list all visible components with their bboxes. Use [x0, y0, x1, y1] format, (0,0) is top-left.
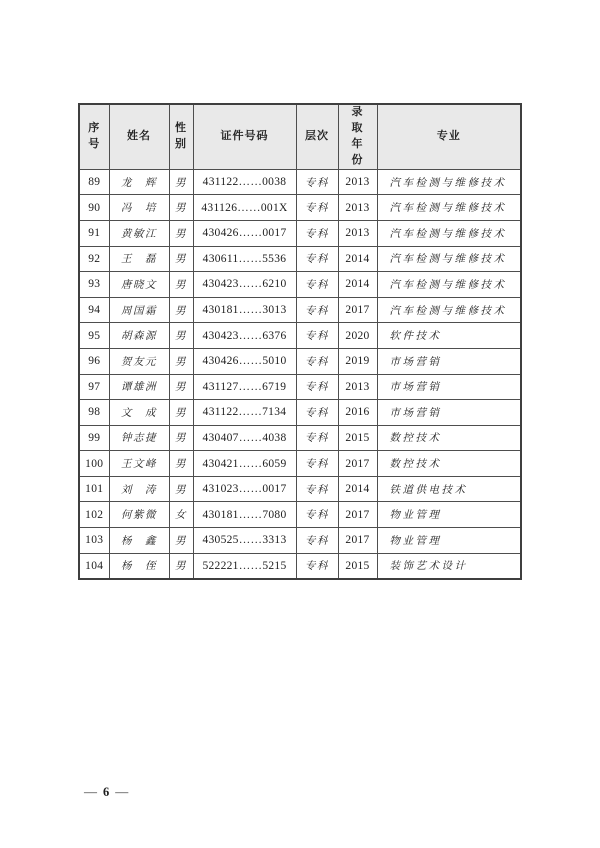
cell-year: 2017 [338, 451, 377, 477]
cell-year: 2017 [338, 297, 377, 323]
cell-name: 唐晓文 [109, 272, 169, 298]
cell-level: 专科 [296, 272, 338, 298]
cell-level: 专科 [296, 451, 338, 477]
table-row [79, 528, 521, 554]
cell-year: 2013 [338, 169, 377, 195]
cell-major: 汽车检测与维修技术 [377, 169, 521, 195]
cell-year: 2017 [338, 528, 377, 554]
cell-id: 431127……6719 [193, 374, 296, 400]
column-header-id: 证件号码 [193, 104, 296, 169]
cell-no: 94 [79, 297, 109, 323]
cell-year: 2014 [338, 246, 377, 272]
cell-gender: 男 [169, 297, 193, 323]
column-header-name: 姓名 [109, 104, 169, 169]
cell-year: 2017 [338, 502, 377, 528]
cell-gender: 男 [169, 374, 193, 400]
cell-gender: 男 [169, 400, 193, 426]
table-row [79, 400, 521, 426]
cell-id: 431122……7134 [193, 400, 296, 426]
cell-gender: 男 [169, 553, 193, 579]
cell-level: 专科 [296, 195, 338, 221]
table-row [79, 348, 521, 374]
cell-level: 专科 [296, 400, 338, 426]
cell-name: 黄敏江 [109, 220, 169, 246]
cell-id: 430423……6376 [193, 323, 296, 349]
cell-level: 专科 [296, 528, 338, 554]
cell-gender: 男 [169, 323, 193, 349]
cell-level: 专科 [296, 476, 338, 502]
column-header-year: 录取年份 [338, 104, 377, 169]
cell-gender: 男 [169, 425, 193, 451]
table-row [79, 425, 521, 451]
cell-year: 2013 [338, 220, 377, 246]
cell-year: 2014 [338, 272, 377, 298]
column-header-level: 层次 [296, 104, 338, 169]
cell-id: 430407……4038 [193, 425, 296, 451]
cell-major: 物业管理 [377, 502, 521, 528]
cell-name: 龙 辉 [109, 169, 169, 195]
table-row [79, 246, 521, 272]
cell-gender: 男 [169, 348, 193, 374]
cell-major: 市场营销 [377, 400, 521, 426]
page-footer [84, 784, 128, 800]
cell-major: 装饰艺术设计 [377, 553, 521, 579]
cell-gender: 男 [169, 195, 193, 221]
cell-gender: 男 [169, 476, 193, 502]
cell-gender: 男 [169, 220, 193, 246]
footer-left-dash: — [84, 784, 97, 799]
table-row [79, 553, 521, 579]
cell-major: 汽车检测与维修技术 [377, 272, 521, 298]
column-header-no: 序号 [79, 104, 109, 169]
cell-major: 汽车检测与维修技术 [377, 297, 521, 323]
cell-year: 2015 [338, 553, 377, 579]
cell-major: 数控技术 [377, 451, 521, 477]
cell-level: 专科 [296, 297, 338, 323]
cell-no: 100 [79, 451, 109, 477]
cell-major: 汽车检测与维修技术 [377, 246, 521, 272]
cell-level: 专科 [296, 323, 338, 349]
cell-name: 文 成 [109, 400, 169, 426]
cell-major: 数控技术 [377, 425, 521, 451]
cell-name: 杨 鑫 [109, 528, 169, 554]
cell-no: 90 [79, 195, 109, 221]
cell-gender: 男 [169, 272, 193, 298]
cell-no: 103 [79, 528, 109, 554]
cell-year: 2019 [338, 348, 377, 374]
table-row [79, 502, 521, 528]
table-row [79, 323, 521, 349]
cell-no: 101 [79, 476, 109, 502]
cell-major: 汽车检测与维修技术 [377, 195, 521, 221]
cell-level: 专科 [296, 374, 338, 400]
cell-level: 专科 [296, 502, 338, 528]
table-row [79, 374, 521, 400]
cell-gender: 男 [169, 528, 193, 554]
cell-id: 431126……001X [193, 195, 296, 221]
cell-name: 王文峰 [109, 451, 169, 477]
cell-gender: 女 [169, 502, 193, 528]
cell-no: 93 [79, 272, 109, 298]
table-row [79, 297, 521, 323]
page-number: 6 [103, 784, 110, 799]
cell-id: 431122……0038 [193, 169, 296, 195]
cell-year: 2015 [338, 425, 377, 451]
table-row [79, 195, 521, 221]
admissions-roster-table [78, 103, 522, 580]
cell-gender: 男 [169, 246, 193, 272]
cell-id: 430423……6210 [193, 272, 296, 298]
cell-id: 431023……0017 [193, 476, 296, 502]
cell-level: 专科 [296, 425, 338, 451]
cell-no: 98 [79, 400, 109, 426]
cell-name: 谭雄洲 [109, 374, 169, 400]
cell-id: 430525……3313 [193, 528, 296, 554]
cell-name: 王 磊 [109, 246, 169, 272]
cell-name: 刘 涛 [109, 476, 169, 502]
cell-id: 430181……7080 [193, 502, 296, 528]
table-header [79, 104, 521, 169]
footer-right-dash: — [115, 784, 129, 799]
cell-major: 铁道供电技术 [377, 476, 521, 502]
table-row [79, 220, 521, 246]
table-row [79, 476, 521, 502]
cell-id: 430181……3013 [193, 297, 296, 323]
cell-major: 软件技术 [377, 323, 521, 349]
cell-name: 周国霜 [109, 297, 169, 323]
cell-id: 430611……5536 [193, 246, 296, 272]
cell-no: 104 [79, 553, 109, 579]
cell-level: 专科 [296, 348, 338, 374]
cell-year: 2016 [338, 400, 377, 426]
cell-no: 96 [79, 348, 109, 374]
table-row [79, 272, 521, 298]
cell-name: 何紫微 [109, 502, 169, 528]
cell-level: 专科 [296, 246, 338, 272]
cell-no: 91 [79, 220, 109, 246]
cell-year: 2014 [338, 476, 377, 502]
cell-name: 贺友元 [109, 348, 169, 374]
cell-name: 冯 培 [109, 195, 169, 221]
cell-year: 2020 [338, 323, 377, 349]
cell-level: 专科 [296, 169, 338, 195]
table-row [79, 451, 521, 477]
cell-no: 95 [79, 323, 109, 349]
cell-level: 专科 [296, 220, 338, 246]
table-header-row [79, 104, 521, 169]
cell-major: 物业管理 [377, 528, 521, 554]
cell-gender: 男 [169, 169, 193, 195]
cell-id: 430426……0017 [193, 220, 296, 246]
cell-no: 102 [79, 502, 109, 528]
cell-id: 430426……5010 [193, 348, 296, 374]
cell-id: 522221……5215 [193, 553, 296, 579]
cell-name: 胡森源 [109, 323, 169, 349]
cell-major: 汽车检测与维修技术 [377, 220, 521, 246]
cell-major: 市场营销 [377, 374, 521, 400]
cell-major: 市场营销 [377, 348, 521, 374]
cell-name: 钟志捷 [109, 425, 169, 451]
column-header-gender: 性别 [169, 104, 193, 169]
column-header-major: 专业 [377, 104, 521, 169]
cell-no: 97 [79, 374, 109, 400]
table-row [79, 169, 521, 195]
cell-gender: 男 [169, 451, 193, 477]
cell-no: 89 [79, 169, 109, 195]
cell-name: 杨 侄 [109, 553, 169, 579]
cell-no: 92 [79, 246, 109, 272]
cell-id: 430421……6059 [193, 451, 296, 477]
cell-year: 2013 [338, 374, 377, 400]
table-body [79, 169, 521, 579]
cell-year: 2013 [338, 195, 377, 221]
cell-no: 99 [79, 425, 109, 451]
cell-level: 专科 [296, 553, 338, 579]
